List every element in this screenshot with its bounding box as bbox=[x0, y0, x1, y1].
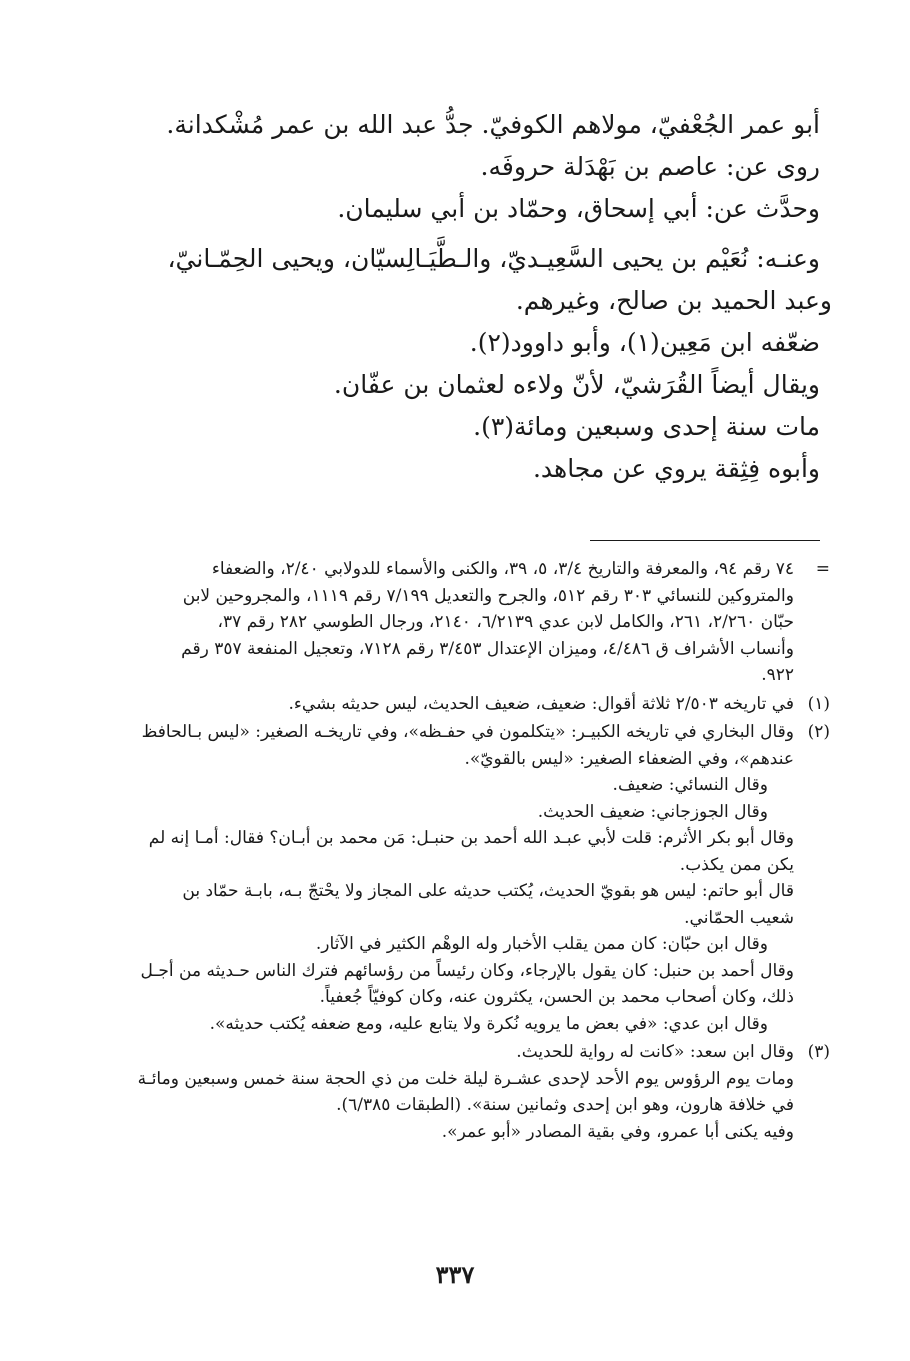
footnote-line: عندهم»، وفي الضعفاء الصغير: «ليس بالقويّ». bbox=[464, 748, 794, 769]
main-line: مات سنة إحدى وسبعين ومائة(٣). bbox=[473, 412, 820, 441]
footnote-line: ذلك، وكان أصحاب محمد بن الحسن، يكثرون عنه، وكان كوفيّاً جُعفياً. bbox=[319, 987, 794, 1007]
page-number: ٣٣٧ bbox=[435, 1260, 475, 1289]
footnote-continuation bbox=[100, 556, 830, 689]
footnotes bbox=[100, 556, 830, 1147]
footnote-line: وقال البخاري في تاريخه الكبيـر: «يتكلمون في حفـظه»، وفي تاريخـه الصغير: «ليس بـالحافظ bbox=[141, 722, 794, 742]
main-line: روى عن: عاصم بن بَهْدَلة حروفَه. bbox=[480, 152, 820, 181]
main-line: أبو عمر الجُعْفيّ، مولاهم الكوفيّ. جدُّ عبد الله بن عمر مُشْكدانة. bbox=[166, 110, 820, 139]
footnote-line: يكن ممن يكذب. bbox=[679, 854, 794, 875]
main-line: ضعّفه ابن مَعِين(١)، وأبو داوود(٢). bbox=[469, 328, 820, 357]
main-line: وأبوه فِثِقة يروي عن مجاهد. bbox=[532, 454, 820, 483]
main-line: وعنـه: نُعَيْم بن يحيى السَّعِيـديّ، والـطَّيَـالِسيّان، ويحيى الحِمّـانيّ، bbox=[167, 244, 820, 273]
footnote-line: وقال الجوزجاني: ضعيف الحديث. bbox=[537, 801, 768, 822]
footnote-line: وقال أبو بكر الأثرم: قلت لأبي عبـد الله أحمد بن حنبـل: مَن محمد بن أبـان؟ فقال: أمـا إنه لم bbox=[148, 828, 794, 848]
main-line: ويقال أيضاً القُرَشيّ، لأنّ ولاءه لعثمان بن عفّان. bbox=[333, 370, 820, 399]
footnote-line: وقال ابن حبّان: كان ممن يقلب الأخبار وله الوهْم الكثير في الآثار. bbox=[315, 934, 768, 954]
footnote-line: قال أبو حاتم: ليس هو بقويّ الحديث، يُكتب حديثه على المجاز ولا يحْتجّ بـه، بابـة حمّاد بن bbox=[182, 881, 794, 901]
footnote-divider bbox=[590, 540, 820, 541]
footnote-mark: (١) bbox=[807, 693, 830, 714]
footnote-line: في خلافة هارون، وهو ابن إحدى وثمانين سنة». (الطبقات ٦/٣٨٥). bbox=[336, 1095, 794, 1115]
footnote-line: وقال النسائي: ضعيف. bbox=[612, 775, 768, 795]
footnote-line: وقال ابن عدي: «في بعض ما يرويه نُكرة ولا يتابع عليه، ومع ضعفه يُكتب حديثه». bbox=[209, 1013, 768, 1034]
footnote-line: وأنساب الأشراف ق ٤/٤٨٦، وميزان الإعتدال ٣/٤٥٣ رقم ٧١٢٨، وتعجيل المنفعة ٣٥٧ رقم bbox=[181, 638, 794, 659]
footnote-mark: = bbox=[815, 559, 830, 579]
main-line: وعبد الحميد بن صالح، وغيرهم. bbox=[515, 286, 832, 315]
footnote-line: وقال ابن سعد: «كانت له رواية للحديث. bbox=[516, 1042, 794, 1062]
footnote-1 bbox=[100, 691, 830, 718]
footnote-line: في تاريخه ٢/٥٠٣ ثلاثة أقوال: ضعيف، ضعيف الحديث، ليس حديثه بشيء. bbox=[288, 693, 794, 714]
footnote-3 bbox=[100, 1039, 830, 1145]
footnote-mark: (٢) bbox=[807, 722, 830, 742]
footnote-line: ٩٢٢. bbox=[761, 665, 794, 685]
main-line: وحدَّث عن: أبي إسحاق، وحمّاد بن أبي سليمان. bbox=[337, 194, 820, 223]
footnote-line: حبّان ٢/٢٦٠، ٢٦١، والكامل لابن عدي ٦/٢١٣٩، ٢١٤٠، ورجال الطوسي ٢٨٢ رقم ٣٧، bbox=[217, 612, 794, 632]
footnote-line: ٧٤ رقم ٩٤، والمعرفة والتاريخ ٣/٤، ٥، ٣٩، والكنى والأسماء للدولابي ٢/٤٠، والضعفاء bbox=[211, 559, 794, 579]
footnote-line: وفيه يكنى أبا عمرو، وفي بقية المصادر «أبو عمر». bbox=[441, 1121, 794, 1142]
footnote-line: ومات يوم الرؤوس يوم الأحد لإحدى عشـرة ليلة خلت من ذي الحجة سنة خمس وسبعين ومائـة bbox=[137, 1068, 794, 1089]
footnote-line: والمتروكين للنسائي ٣٠٣ رقم ٥١٢، والجرح والتعديل ٧/١٩٩ رقم ١١١٩، والمجروحين لابن bbox=[182, 585, 794, 606]
main-text bbox=[100, 104, 832, 490]
footnote-line: وقال أحمد بن حنبل: كان يقول بالإرجاء، وكان رئيساً من رؤسائهم فترك الناس حـديثه من أجـل bbox=[140, 960, 794, 981]
footnote-mark: (٣) bbox=[807, 1042, 830, 1062]
footnote-2 bbox=[100, 719, 830, 1037]
footnote-line: شعيب الحمّاني. bbox=[684, 907, 794, 928]
